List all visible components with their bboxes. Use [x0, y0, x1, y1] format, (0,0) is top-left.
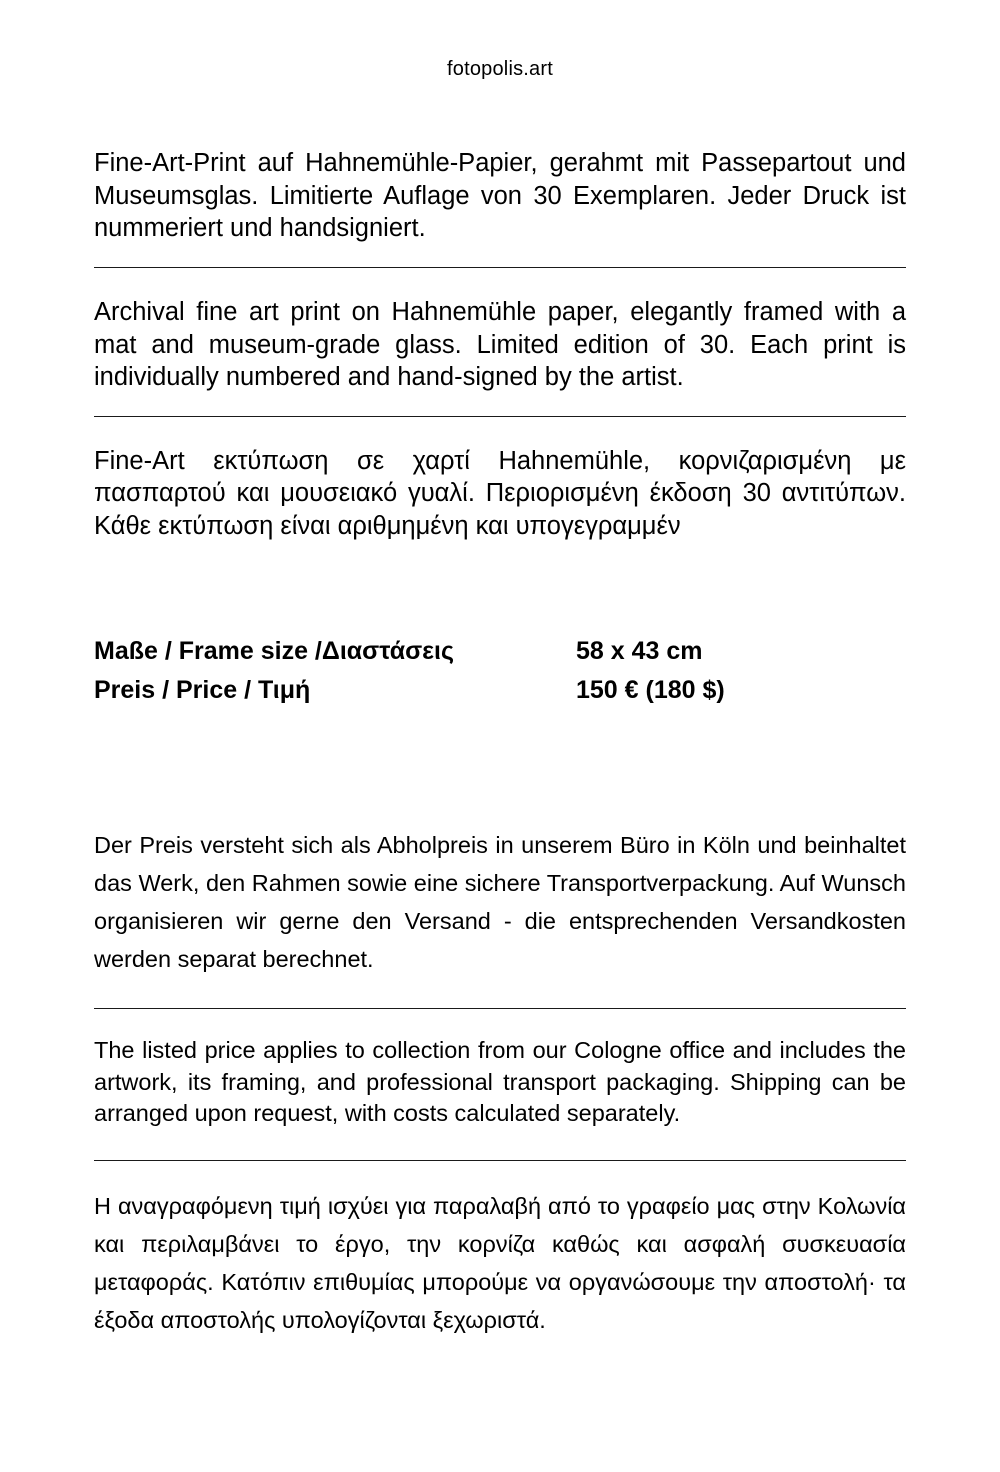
description-english: Archival fine art print on Hahnemühle paper, elegantly framed with a mat and museum-grade glass. Limited edition of 30. Each print is individually numbered and hand-signed by the artist.: [94, 297, 906, 392]
shipping-note-greek: Η αναγραφόμενη τιμή ισχύει για παραλαβή από το γραφείο μας στην Κολωνία και περιλαμβάνει το έργο, την κορνίζα καθώς και ασφαλή συσκευασία μεταφοράς. Κατόπιν επιθυμίας μπορούμε να οργανώσουμε την αποστολή· τα έξοδα αποστολής υπολογίζονται ξεχωριστά.: [94, 1193, 906, 1334]
shipping-note-english: The listed price applies to collection from our Cologne office and includes the artwork, its framing, and professional transport packaging. Shipping can be arranged upon request, with costs calculated separately.: [94, 1036, 906, 1127]
spec-label-size: Maße / Frame size /Διαστάσεις: [94, 636, 454, 665]
description-german: Fine-Art-Print auf Hahnemühle-Papier, gerahmt mit Passepartout und Museumsglas. Limitierte Auflage von 30 Exemplaren. Jeder Druck ist nummeriert und handsigniert.: [94, 149, 906, 243]
table-row: [94, 635, 906, 675]
divider-4: [94, 1160, 906, 1161]
divider-2: [94, 416, 906, 417]
divider-1: [94, 267, 906, 268]
specifications-table: [94, 635, 906, 714]
description-greek: Fine-Art εκτύπωση σε χαρτί Hahnemühle, κορνιζαρισμένη με πασπαρτού και μουσειακό γυαλί. Περιορισμένη έκδοση 30 αντιτύπων. Κάθε εκτύπωση είναι αριθμημένη και υπογεγραμμέν: [94, 446, 906, 540]
spec-label-price: Preis / Price / Τιμή: [94, 676, 311, 705]
document-content: [94, 147, 906, 1339]
table-row: [94, 674, 906, 714]
document-page: [0, 58, 1000, 1472]
spec-value-size: 58 x 43 cm: [576, 636, 703, 665]
divider-3: [94, 1008, 906, 1009]
spec-value-price: 150 € (180 $): [576, 676, 725, 705]
shipping-note-german: Der Preis versteht sich als Abholpreis in unserem Büro in Köln und beinhaltet das Werk, den Rahmen sowie eine sichere Transportverpackung. Auf Wunsch organisieren wir gerne den Versand - die entsprechenden Versandkosten werden separat berechnet.: [94, 831, 906, 972]
site-title: fotopolis.art: [447, 58, 553, 80]
